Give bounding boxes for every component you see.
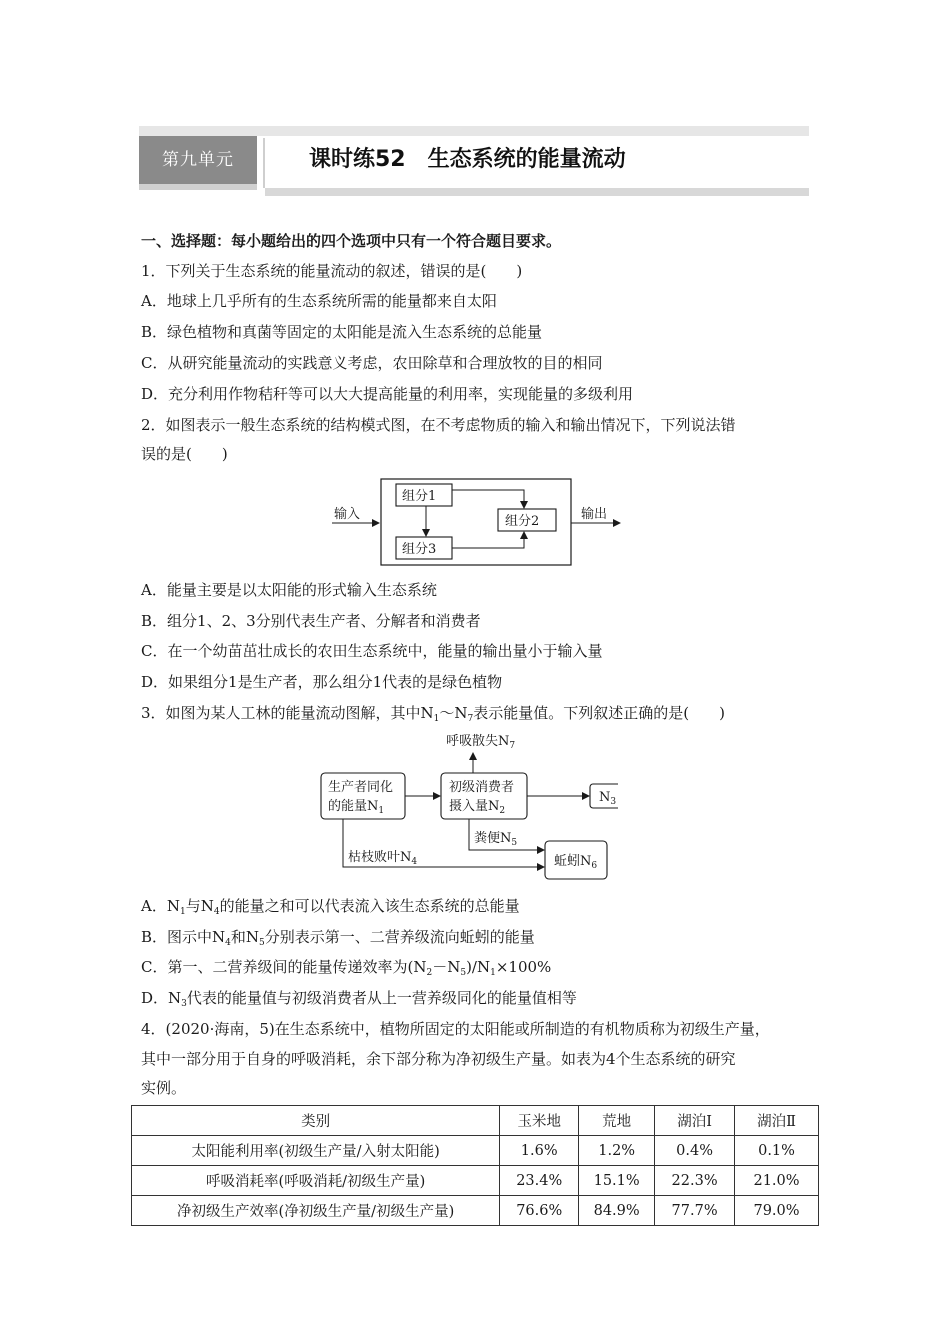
table-cell: 79.0% [735, 1196, 819, 1226]
litter-n4-label: 枯枝败叶$N_4$ [348, 850, 418, 867]
q2-option-a: A．能量主要是以太阳能的形式输入生态系统 [141, 581, 437, 599]
ecosystem-structure-diagram [330, 475, 630, 570]
earthworm-n6-label: 蚯蚓$N_6$ [554, 854, 598, 871]
header-top-bar [139, 126, 809, 136]
table-row [132, 1136, 819, 1166]
q2-option-c: C．在一个幼苗茁壮成长的农田生态系统中，能量的输出量小于输入量 [141, 642, 603, 660]
component-1-label: 组分1 [402, 489, 437, 504]
input-label: 输入 [334, 507, 361, 522]
q4-stem-line1: 4．(2020·海南，5)在生态系统中，植物所固定的太阳能或所制造的有机物质称为初级生产量， [141, 1020, 770, 1038]
respiration-loss-n7-label: 呼吸散失$N_7$ [446, 734, 516, 751]
consumer-label-line2: 摄入量$N_2$ [449, 799, 506, 816]
table-cell: 太阳能利用率(初级生产量/入射太阳能) [132, 1136, 500, 1166]
q2-option-b: B．组分1、2、3分别代表生产者、分解者和消费者 [141, 612, 481, 630]
table-header-row [132, 1106, 819, 1136]
header-separator [263, 138, 265, 188]
feces-n5-label: 粪便$N_5$ [474, 831, 518, 848]
table-cell: 1.6% [500, 1136, 579, 1166]
q4-stem-line2: 其中一部分用于自身的呼吸消耗，余下部分称为净初级生产量。如表为4个生态系统的研究 [141, 1050, 736, 1068]
table-cell: 净初级生产效率(净初级生产量/初级生产量) [132, 1196, 500, 1226]
q2-stem-line2: 误的是( ) [141, 445, 228, 463]
output-label: 输出 [581, 507, 608, 522]
q2-stem-line1: 2．如图表示一般生态系统的结构模式图，在不考虑物质的输入和输出情况下，下列说法错 [141, 416, 736, 434]
table-header-cell: 类别 [132, 1106, 500, 1136]
page-title: 课时练52 生态系统的能量流动 [309, 147, 626, 172]
q4-stem-line3: 实例。 [141, 1079, 187, 1097]
arrow-c1-to-c2 [452, 490, 524, 508]
energy-flow-diagram [318, 727, 618, 885]
table-cell: 0.1% [735, 1136, 819, 1166]
table-cell: 84.9% [579, 1196, 655, 1226]
table-row [132, 1166, 819, 1196]
q3-stem: 3．如图为某人工林的能量流动图解，其中$N_1\sim N_7$表示能量值。下列叙述正确的是( ) [141, 704, 725, 724]
table-header-cell: 湖泊Ⅱ [735, 1106, 819, 1136]
table-cell: 21.0% [735, 1166, 819, 1196]
table-cell: 15.1% [579, 1166, 655, 1196]
q3-option-b: B．图示中$N_4$和$N_5$分别表示第一、二营养级流向蚯蚓的能量 [141, 928, 535, 948]
producer-label-line1: 生产者同化 [328, 780, 394, 795]
table-cell: 23.4% [500, 1166, 579, 1196]
unit-label-shadow [139, 184, 257, 190]
q1-option-a: A．地球上几乎所有的生态系统所需的能量都来自太阳 [141, 292, 497, 310]
component-2-label: 组分2 [505, 514, 540, 529]
section-heading: 一、选择题：每小题给出的四个选项中只有一个符合题目要求。 [141, 232, 562, 250]
consumer-label-line1: 初级消费者 [449, 780, 515, 795]
table-cell: 呼吸消耗率(呼吸消耗/初级生产量) [132, 1166, 500, 1196]
table-header-cell: 湖泊Ⅰ [655, 1106, 735, 1136]
chapter-header [139, 126, 809, 196]
q2-option-d: D．如果组分1是生产者，那么组分1代表的是绿色植物 [141, 673, 503, 691]
table-header-cell: 荒地 [579, 1106, 655, 1136]
table-cell: 0.4% [655, 1136, 735, 1166]
table-cell: 1.2% [579, 1136, 655, 1166]
q3-option-a: A．$N_1$与$N_4$的能量之和可以代表流入该生态系统的总能量 [141, 897, 520, 917]
table-cell: 76.6% [500, 1196, 579, 1226]
q3-option-d: D．$N_3$代表的能量值与初级消费者从上一营养级同化的能量值相等 [141, 989, 577, 1009]
component-3-label: 组分3 [402, 542, 437, 557]
q1-option-d: D．充分利用作物秸秆等可以大大提高能量的利用率，实现能量的多级利用 [141, 385, 634, 403]
n3-label: $N_3$ [599, 790, 617, 807]
q3-option-c: C．第一、二营养级间的能量传递效率为$(N_2-N_5)/N_1\times 100\%$ [141, 958, 552, 978]
header-bottom-bar [265, 188, 809, 196]
q1-option-c: C．从研究能量流动的实践意义考虑，农田除草和合理放牧的目的相同 [141, 354, 603, 372]
q1-stem: 1．下列关于生态系统的能量流动的叙述，错误的是( ) [141, 262, 523, 280]
table-header-cell: 玉米地 [500, 1106, 579, 1136]
table-cell: 22.3% [655, 1166, 735, 1196]
q1-option-b: B．绿色植物和真菌等固定的太阳能是流入生态系统的总能量 [141, 323, 543, 341]
table-row [132, 1196, 819, 1226]
ecosystem-data-table [131, 1105, 819, 1226]
producer-label-line2: 的能量$N_1$ [328, 799, 385, 816]
unit-label: 第九单元 [139, 136, 257, 184]
arrow-c3-to-c2 [452, 532, 524, 548]
table-cell: 77.7% [655, 1196, 735, 1226]
